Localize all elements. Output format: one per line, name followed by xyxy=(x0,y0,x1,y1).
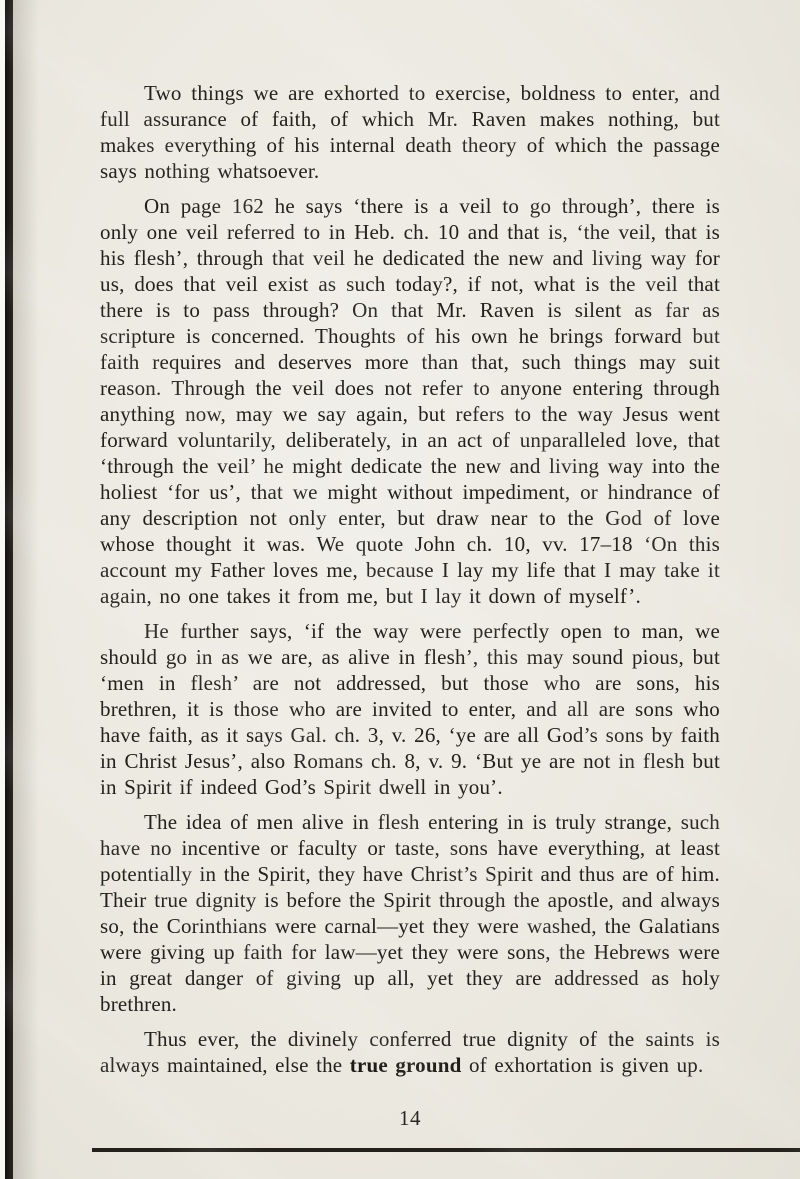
paragraph-2: On page 162 he says ‘there is a veil to go through’, there is only one veil referred to in Heb. ch. 10 and that is, ‘the veil, that is his flesh’, through that veil he dedicated the new and living way for us, does that veil exist as such today?, if not, what is the veil that there is to pass through? On that Mr. Raven is silent as far as scripture is concerned. Thoughts of his own he brings forward but faith requires and deserves more than that, such things may suit reason. Through the veil does not refer to anyone entering through anything now, may we say again, but refers to the way Jesus went forward voluntarily, deliberately, in an act of unparalleled love, that ‘through the veil’ he might dedicate the new and living way into the holiest ‘for us’, that we might without impediment, or hindrance of any description not only enter, but draw near to the God of love whose thought it was. We quote John ch. 10, vv. 17–18 ‘On this account my Father loves me, because I lay my life that I may take it again, no one takes it from me, but I lay it down of myself’. xyxy=(100,194,720,608)
bottom-rule-line xyxy=(92,1148,800,1152)
paragraph-5-text-before: Thus ever, the divinely conferred true dignity of the saints is always maintained, else the xyxy=(100,1027,720,1077)
emphasis-true-ground: true ground xyxy=(349,1053,462,1077)
paragraph-3: He further says, ‘if the way were perfectly open to man, we should go in as we are, as alive in flesh’, this may sound pious, but ‘men in flesh’ are not addressed, but those who are sons, his brethren, it is those who are invited to enter, and all are sons who have faith, as it says Gal. ch. 3, v. 26, ‘ye are all God’s sons by faith in Christ Jesus’, also Romans ch. 8, v. 9. ‘But ye are not in flesh but in Spirit if indeed God’s Spirit dwell in you’. xyxy=(100,619,720,799)
text-column xyxy=(100,80,720,1087)
page-number: 14 xyxy=(399,1106,421,1130)
paragraph-5-text-after: of exhortation is given up. xyxy=(461,1053,704,1077)
binding-shadow xyxy=(13,0,39,1179)
paragraph-5 xyxy=(100,1026,720,1078)
paragraph-1: Two things we are exhorted to exercise, boldness to enter, and full assurance of faith, of which Mr. Raven makes nothing, but makes everything of his internal death theory of which the passage says nothing whatsoever. xyxy=(100,81,720,183)
binding-edge-line xyxy=(5,0,13,1179)
paragraph-4: The idea of men alive in flesh entering in is truly strange, such have no incentive or faculty or taste, sons have everything, at least potentially in the Spirit, they have Christ’s Spirit and thus are of him. Their true dignity is before the Spirit through the apostle, and always so, the Corinthians were carnal—yet they were washed, the Galatians were giving up faith for law—yet they were sons, the Hebrews were in great danger of giving up all, yet they are addressed as holy brethren. xyxy=(100,810,720,1016)
